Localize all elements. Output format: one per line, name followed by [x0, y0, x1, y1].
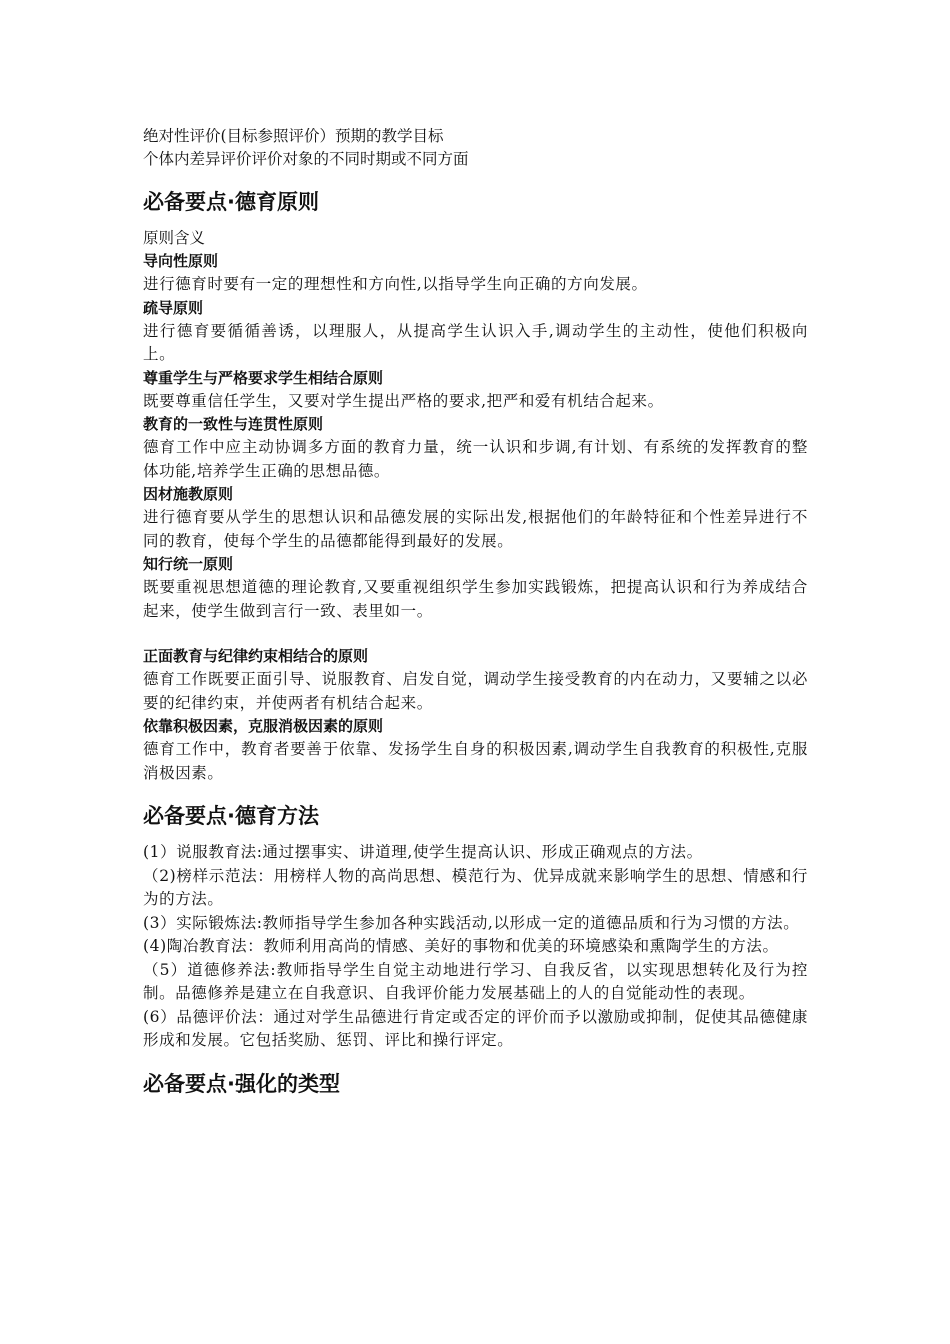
principle-title: 导向性原则 — [143, 252, 219, 270]
method-item: （5）道德修养法:教师指导学生自觉主动地进行学习、自我反省，以实现思想转化及行为控制。品德修养是建立在自我意识、自我评价能力发展基础上的人的自觉能动性的表现。 — [143, 960, 808, 1002]
section-title-reinforcement-types: 必备要点·强化的类型 — [143, 1071, 340, 1096]
paragraph-gap — [143, 623, 808, 645]
principle-title: 知行统一原则 — [143, 555, 234, 573]
method-item: (4)陶冶教育法：教师利用高尚的情感、美好的事物和优美的环境感染和熏陶学生的方法。 — [143, 937, 779, 955]
intro-line-individual-evaluation: 个体内差异评价评价对象的不同时期或不同方面 — [143, 150, 469, 168]
principle-description: 进行德育要从学生的思想认识和品德发展的实际出发,根据他们的年龄特征和个性差异进行不同的教育，使每个学生的品德都能得到最好的发展。 — [143, 508, 808, 550]
principle-title: 教育的一致性与连贯性原则 — [143, 415, 324, 433]
principle-title: 疏导原则 — [143, 298, 204, 317]
section-title-moral-methods: 必备要点·德育方法 — [143, 804, 319, 828]
principle-description: 德育工作中，教育者要善于依靠、发扬学生自身的积极因素,调动学生自我教育的积极性,克服消极因素。 — [143, 740, 808, 782]
principle-title: 正面教育与纪律约束相结合的原则 — [143, 647, 369, 665]
method-item: (1）说服教育法:通过摆事实、讲道理,使学生提高认识、形成正确观点的方法。 — [143, 843, 703, 861]
principle-title: 尊重学生与严格要求学生相结合原则 — [143, 368, 384, 387]
principle-description: 德育工作中应主动协调多方面的教育力量，统一认识和步调,有计划、有系统的发挥教育的整体功能,培养学生正确的思想品德。 — [143, 438, 808, 480]
principle-title: 因材施教原则 — [143, 485, 234, 503]
section-title-moral-principles: 必备要点·德育原则 — [143, 190, 319, 214]
intro-line-absolute-evaluation: 绝对性评价(目标参照评价）预期的教学目标 — [143, 127, 444, 145]
principle-description: 进行德育时要有一定的理想性和方向性,以指导学生向正确的方向发展。 — [143, 275, 648, 293]
principle-description: 德育工作既要正面引导、说服教育、启发自觉，调动学生接受教育的内在动力，又要辅之以必要的纪律约束，并使两者有机结合起来。 — [143, 670, 808, 712]
principle-description: 既要尊重信任学生，又要对学生提出严格的要求,把严和爱有机结合起来。 — [143, 391, 664, 410]
principle-title: 依靠积极因素，克服消极因素的原则 — [143, 717, 384, 735]
principle-description: 既要重视思想道德的理论教育,又要重视组织学生参加实践锻炼，把提高认识和行为养成结合起来，使学生做到言行一致、表里如一。 — [143, 578, 808, 620]
principles-meaning-label: 原则含义 — [143, 229, 206, 247]
method-item: （2)榜样示范法：用榜样人物的高尚思想、模范行为、优异成就来影响学生的思想、情感和行为的方法。 — [143, 866, 808, 908]
principle-description: 进行德育要循循善诱，以理服人，从提高学生认识入手,调动学生的主动性，使他们积极向上。 — [143, 321, 808, 363]
method-item: (3）实际锻炼法:教师指导学生参加各种实践活动,以形成一定的道德品质和行为习惯的方法。 — [143, 913, 800, 932]
document-page — [143, 125, 808, 1109]
method-item: (6）品德评价法：通过对学生品德进行肯定或否定的评价而予以激励或抑制，促使其品德健康形成和发展。它包括奖励、惩罚、评比和操行评定。 — [143, 1007, 808, 1049]
